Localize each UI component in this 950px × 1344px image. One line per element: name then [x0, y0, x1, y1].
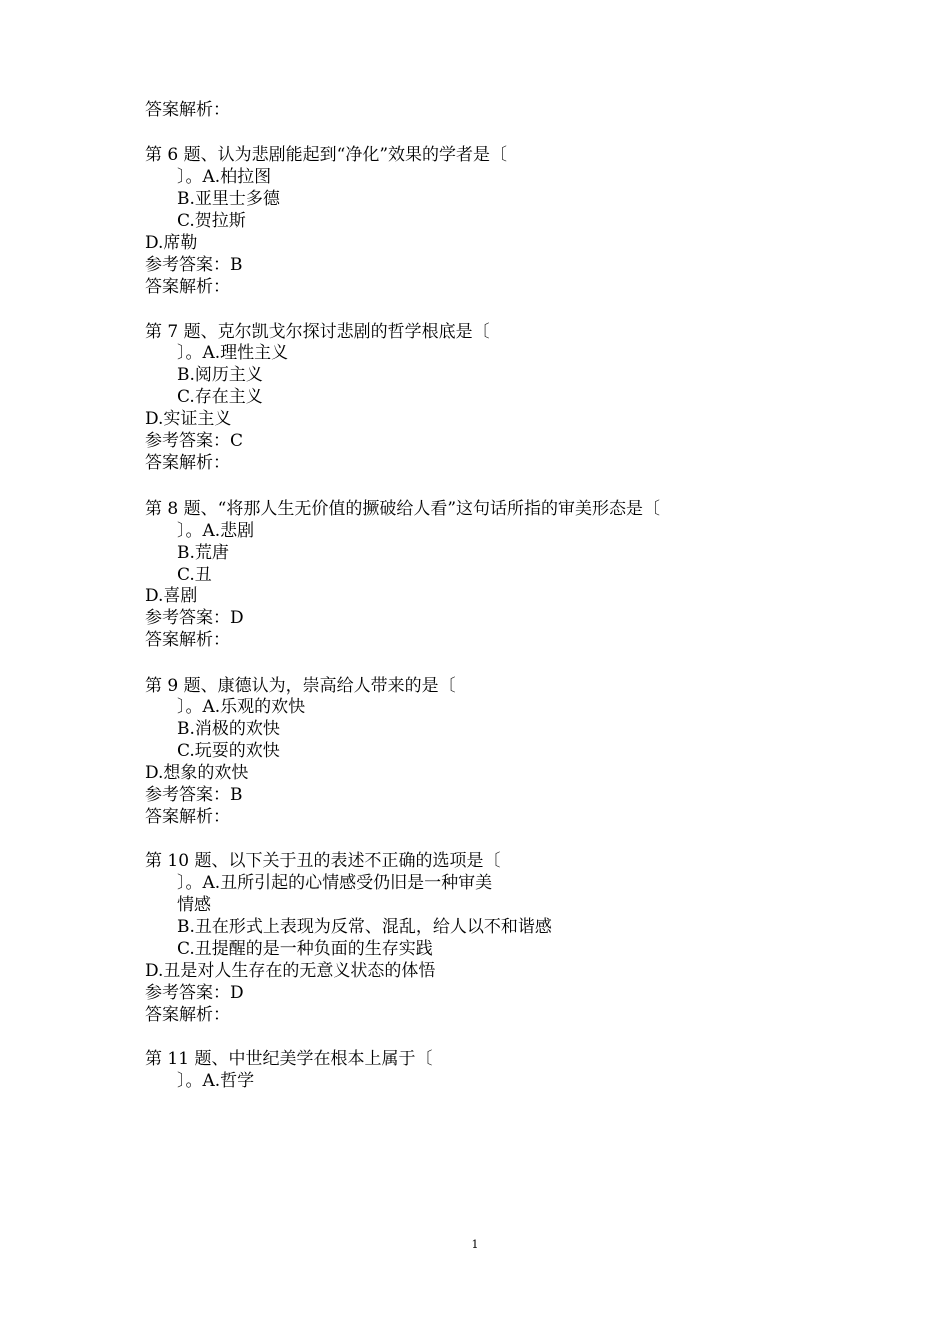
question-8-stem: 第 8 题、“将那人生无价值的撅破给人看”这句话所指的审美形态是〔 [145, 499, 661, 519]
question-6-option-c: C.贺拉斯 [177, 211, 246, 231]
question-6-option-b: B.亚里士多德 [177, 189, 280, 209]
question-10-option-a: 〕。A.丑所引起的心情感受仍旧是一种审美 [177, 873, 493, 893]
question-9-option-a: 〕。A.乐观的欢快 [177, 697, 306, 717]
question-9-option-c: C.玩耍的欢快 [177, 741, 280, 761]
question-7-analysis: 答案解析： [145, 453, 230, 473]
question-10-stem: 第 10 题、以下关于丑的表述不正确的选项是〔 [145, 851, 501, 871]
question-10-option-a-continued: 情感 [177, 895, 211, 915]
question-9-answer: 参考答案：B [145, 785, 243, 805]
question-6-answer: 参考答案：B [145, 255, 243, 275]
question-11-stem: 第 11 题、中世纪美学在根本上属于〔 [145, 1049, 433, 1069]
question-11-option-a: 〕。A.哲学 [177, 1071, 255, 1091]
question-10-option-b: B.丑在形式上表现为反常、混乱，给人以不和谐感 [177, 917, 552, 937]
question-7-stem: 第 7 题、克尔凯戈尔探讨悲剧的哲学根底是〔 [145, 322, 490, 342]
question-8-option-b: B.荒唐 [177, 543, 229, 563]
question-9-option-d: D.想象的欢快 [145, 763, 249, 783]
question-9-analysis: 答案解析： [145, 807, 230, 827]
question-10-analysis: 答案解析： [145, 1005, 230, 1025]
question-7-answer: 参考答案：C [145, 431, 244, 451]
question-8-answer: 参考答案：D [145, 608, 244, 628]
question-8-option-d: D.喜剧 [145, 586, 198, 606]
question-6-analysis: 答案解析： [145, 277, 230, 297]
question-8-option-a: 〕。A.悲剧 [177, 521, 255, 541]
question-7-option-d: D.实证主义 [145, 409, 232, 429]
question-10-option-c: C.丑提醒的是一种负面的生存实践 [177, 939, 433, 959]
question-10-answer: 参考答案：D [145, 983, 244, 1003]
answer-analysis-label: 答案解析： [145, 100, 230, 120]
page-number: 1 [471, 1238, 479, 1251]
question-8-option-c: C.丑 [177, 565, 212, 585]
question-10-option-d: D.丑是对人生存在的无意义状态的体悟 [145, 961, 436, 981]
question-7-option-a: 〕。A.理性主义 [177, 343, 289, 363]
question-6-option-a: 〕。A.柏拉图 [177, 167, 272, 187]
question-9-option-b: B.消极的欢快 [177, 719, 280, 739]
question-9-stem: 第 9 题、康德认为，崇高给人带来的是〔 [145, 676, 456, 696]
question-6-stem: 第 6 题、认为悲剧能起到“净化”效果的学者是〔 [145, 145, 508, 165]
question-8-analysis: 答案解析： [145, 630, 230, 650]
question-7-option-b: B.阅历主义 [177, 365, 263, 385]
question-6-option-d: D.席勒 [145, 233, 198, 253]
question-7-option-c: C.存在主义 [177, 387, 263, 407]
